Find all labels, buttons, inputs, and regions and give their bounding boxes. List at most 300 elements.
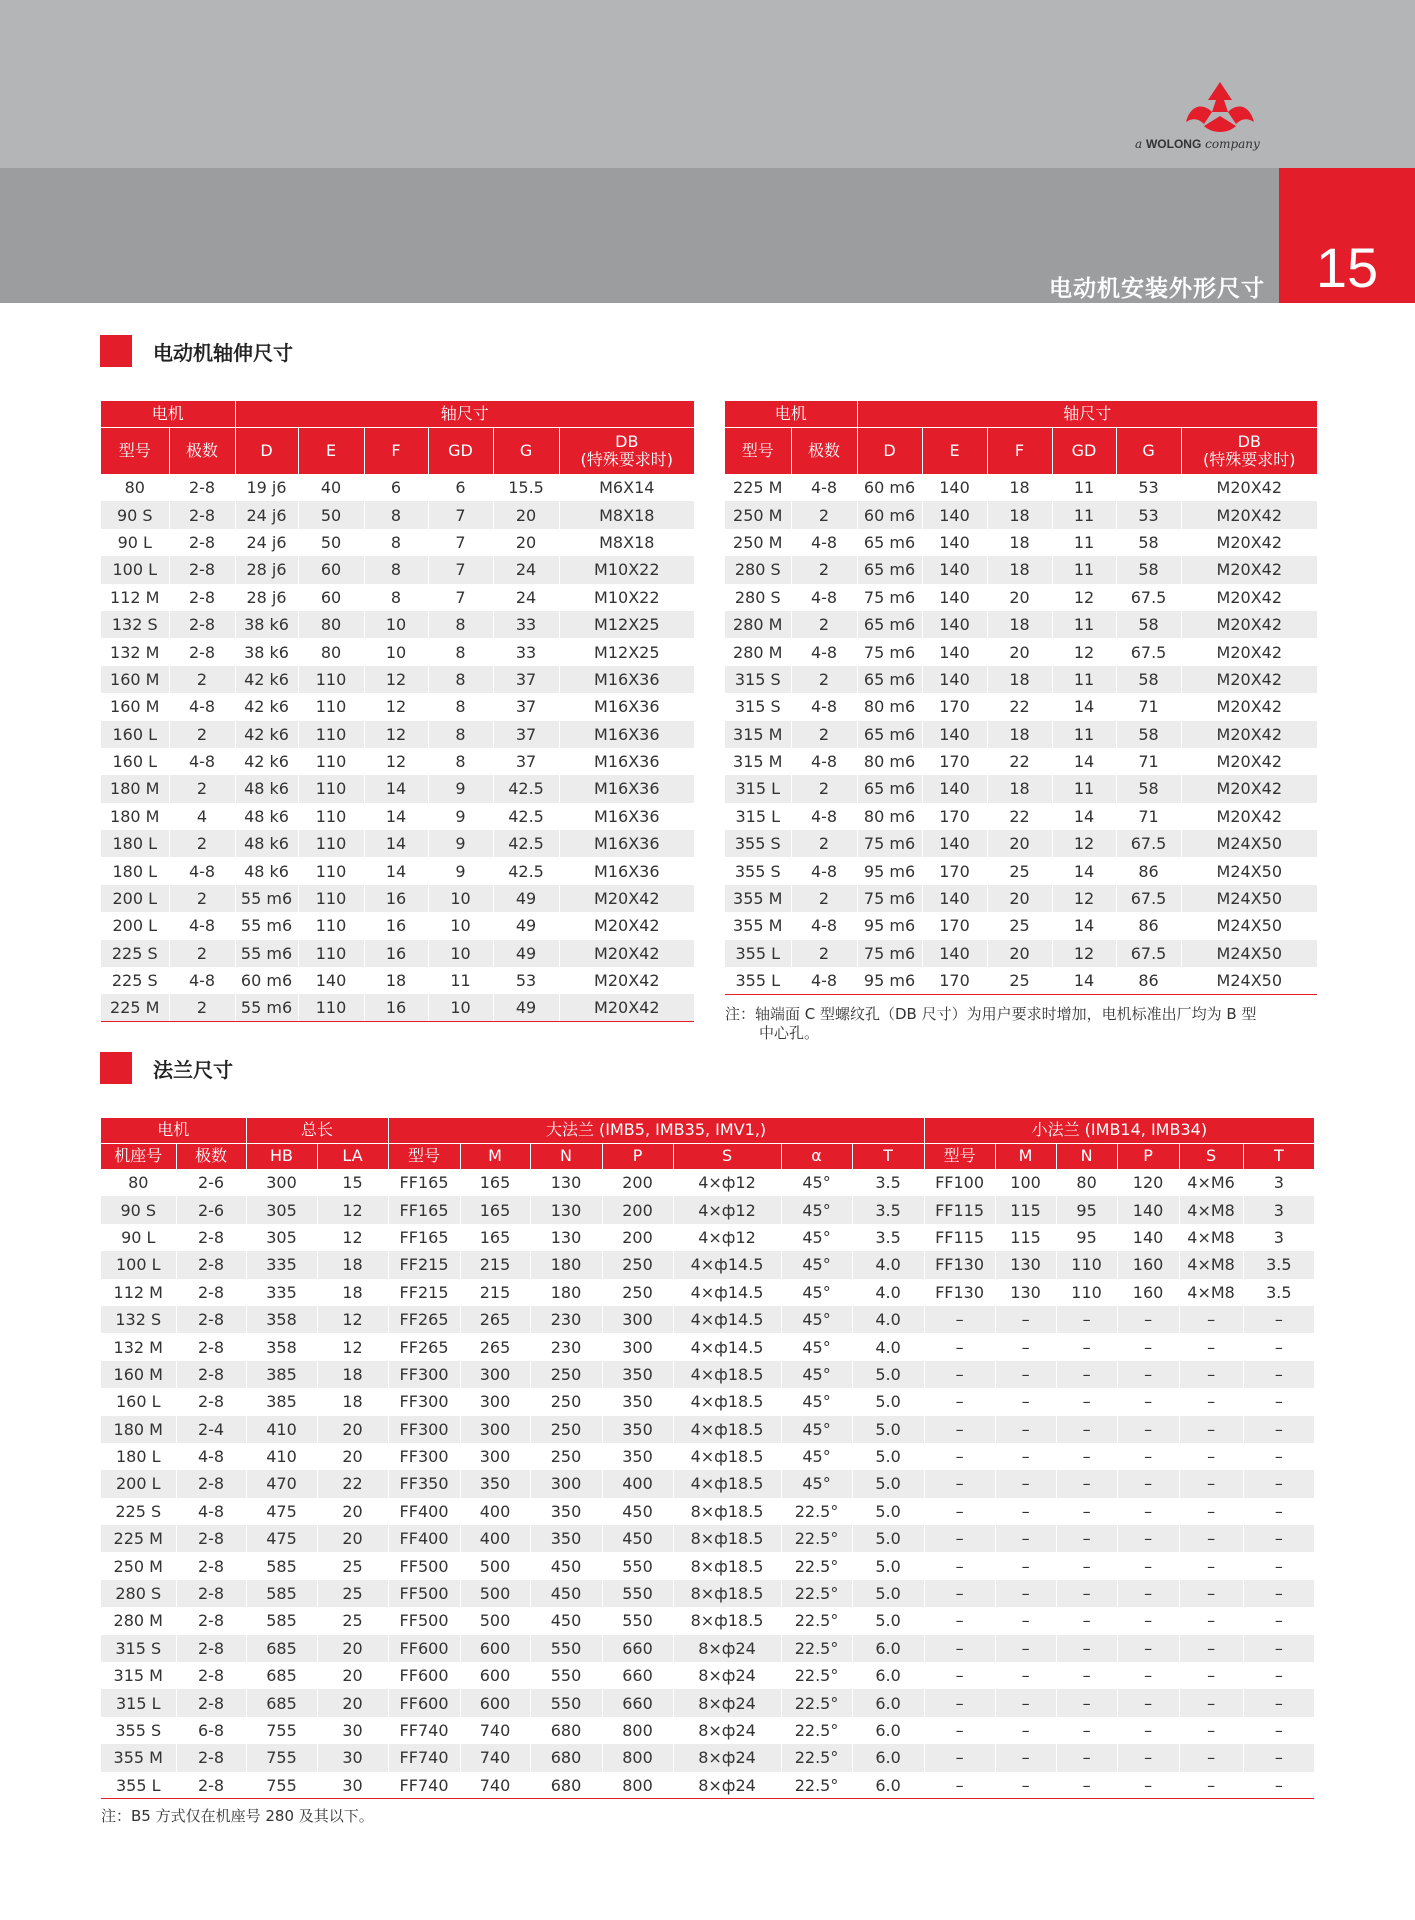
table-cell: 2 — [169, 830, 235, 857]
column-header: S — [673, 1143, 781, 1169]
table-cell: 225 M — [101, 994, 169, 1021]
table-cell: FF740 — [388, 1772, 460, 1799]
table-cell: 160 M — [110, 697, 160, 717]
table-row — [101, 1470, 1314, 1497]
table-cell: – — [924, 1607, 995, 1634]
table-cell: 14 — [1052, 857, 1116, 884]
table-cell: 355 L — [725, 940, 791, 967]
table-cell: 600 — [460, 1689, 530, 1716]
table-cell: 250 — [530, 1388, 602, 1415]
table-cell: 2-6 — [176, 1169, 246, 1196]
table-cell: 315 S — [725, 666, 791, 693]
table-cell: 20 — [317, 1525, 388, 1552]
column-header: 极数 — [169, 427, 235, 474]
table-cell: 18 — [987, 556, 1052, 583]
table-cell: M16X36 — [559, 693, 694, 720]
table-cell: 5.0 — [852, 1361, 924, 1388]
table-cell: 20 — [317, 1635, 388, 1662]
table-cell: 14 — [1052, 748, 1116, 775]
table-cell: 20 — [493, 501, 559, 528]
table-cell: – — [995, 1333, 1056, 1360]
table-cell: 2-8 — [169, 556, 235, 583]
table-cell: 300 — [460, 1443, 530, 1470]
shaft-table-left — [101, 401, 694, 1022]
table-cell: 67.5 — [1116, 584, 1181, 611]
table-cell: 7 — [428, 501, 493, 528]
table-cell: 8×ф18.5 — [673, 1607, 781, 1634]
table-cell: 170 — [922, 693, 987, 720]
shaft-section-heading — [100, 335, 293, 367]
table-cell: 71 — [1116, 803, 1181, 830]
table-cell: – — [1179, 1470, 1243, 1497]
table-cell: 9 — [428, 830, 493, 857]
table-cell: 4×ф18.5 — [673, 1361, 781, 1388]
table-cell: 2-8 — [169, 474, 235, 501]
table-cell: 4×M8 — [1179, 1251, 1243, 1278]
table-cell: 38 k6 — [235, 611, 298, 638]
table-cell: 110 — [298, 693, 364, 720]
table-cell: 600 — [460, 1635, 530, 1662]
table-cell: – — [1056, 1744, 1117, 1771]
table-cell: 48 k6 — [235, 830, 298, 857]
table-cell: 685 — [246, 1689, 317, 1716]
table-row — [101, 584, 694, 611]
table-cell: 165 — [460, 1196, 530, 1223]
table-cell: 2-8 — [176, 1306, 246, 1333]
table-cell: FF400 — [388, 1525, 460, 1552]
table-row — [101, 1333, 1314, 1360]
table-cell: 355 M — [101, 1744, 176, 1771]
table-cell: – — [924, 1498, 995, 1525]
table-cell: – — [1243, 1772, 1314, 1799]
table-cell: – — [1056, 1635, 1117, 1662]
table-cell: 2-8 — [169, 501, 235, 528]
table-cell: – — [1243, 1443, 1314, 1470]
table-cell: M8X18 — [559, 529, 694, 556]
table-cell: 65 m6 — [857, 556, 922, 583]
table-cell: 160 L — [101, 721, 169, 748]
table-cell: FF600 — [388, 1689, 460, 1716]
table-cell: M12X25 — [559, 611, 694, 638]
table-cell: 4.0 — [852, 1251, 924, 1278]
table-cell: 358 — [246, 1333, 317, 1360]
table-cell: 18 — [317, 1279, 388, 1306]
table-cell: 8×ф24 — [673, 1689, 781, 1716]
column-header: D — [857, 427, 922, 474]
table-cell: 14 — [1052, 967, 1116, 994]
table-row — [101, 1580, 1314, 1607]
table-cell: 22 — [317, 1470, 388, 1497]
table-cell: 110 — [1056, 1279, 1117, 1306]
table-cell: – — [1117, 1552, 1179, 1579]
table-cell: – — [1243, 1717, 1314, 1744]
table-cell: 355 M — [733, 916, 783, 936]
table-row — [725, 912, 1317, 939]
table-cell: – — [1179, 1443, 1243, 1470]
table-cell: 140 — [922, 556, 987, 583]
table-cell: 33 — [493, 638, 559, 665]
table-cell: 2-8 — [169, 584, 235, 611]
table-cell: – — [1243, 1470, 1314, 1497]
table-cell: 140 — [1117, 1196, 1179, 1223]
table-cell: 132 M — [110, 642, 160, 662]
table-cell: 20 — [987, 584, 1052, 611]
table-cell: – — [924, 1744, 995, 1771]
column-header: E — [298, 427, 364, 474]
table-cell: 42.5 — [493, 775, 559, 802]
table-cell: 80 — [298, 638, 364, 665]
table-cell: 18 — [987, 529, 1052, 556]
brand-suffix: company — [1205, 137, 1260, 151]
column-header: HB — [246, 1143, 317, 1169]
table-cell: 130 — [530, 1224, 602, 1251]
table-cell: 112 M — [113, 1282, 163, 1302]
table-cell: – — [1179, 1552, 1243, 1579]
table-cell: – — [1243, 1388, 1314, 1415]
table-cell: 180 — [530, 1251, 602, 1278]
table-cell: 14 — [364, 830, 428, 857]
table-cell: 110 — [298, 912, 364, 939]
table-cell: M16X36 — [559, 666, 694, 693]
table-cell: – — [924, 1717, 995, 1744]
table-row — [101, 1498, 1314, 1525]
table-cell: 8×ф18.5 — [673, 1525, 781, 1552]
table-cell: 8 — [364, 584, 428, 611]
table-cell: M24X50 — [1181, 857, 1317, 884]
table-cell: 4×ф14.5 — [673, 1306, 781, 1333]
table-cell: 20 — [317, 1689, 388, 1716]
table-cell: M20X42 — [1181, 693, 1317, 720]
section-marker — [100, 1052, 132, 1084]
table-cell: 10 — [428, 912, 493, 939]
table-cell: 22.5° — [781, 1607, 852, 1634]
table-cell: 53 — [1116, 501, 1181, 528]
table-cell: 140 — [922, 611, 987, 638]
column-header: GD — [428, 427, 493, 474]
table-cell: FF300 — [388, 1416, 460, 1443]
table-cell: 755 — [246, 1717, 317, 1744]
table-cell: 305 — [246, 1224, 317, 1251]
table-cell: 3 — [1243, 1169, 1314, 1196]
table-cell: 8×ф24 — [673, 1744, 781, 1771]
table-cell: 450 — [530, 1607, 602, 1634]
table-row — [101, 1279, 1314, 1306]
table-cell: – — [924, 1772, 995, 1799]
shaft-note: 注：轴端面 C 型螺纹孔（DB 尺寸）为用户要求时增加，电机标准出厂均为 B 型 中心孔。 — [725, 1005, 1257, 1042]
table-cell: M20X42 — [1181, 803, 1317, 830]
table-cell: 180 M — [110, 806, 160, 826]
table-cell: – — [1056, 1552, 1117, 1579]
table-cell: M12X25 — [559, 638, 694, 665]
table-cell: – — [1179, 1744, 1243, 1771]
table-cell: FF350 — [388, 1470, 460, 1497]
table-cell: 550 — [602, 1580, 673, 1607]
table-row — [101, 611, 694, 638]
table-cell: 140 — [922, 721, 987, 748]
table-cell: 58 — [1116, 721, 1181, 748]
table-cell: 22.5° — [781, 1772, 852, 1799]
table-cell: 350 — [602, 1416, 673, 1443]
table-cell: FF500 — [388, 1607, 460, 1634]
table-row — [101, 1552, 1314, 1579]
table-cell: 740 — [460, 1744, 530, 1771]
table-cell: – — [1179, 1361, 1243, 1388]
table-cell: 230 — [530, 1333, 602, 1360]
table-cell: 755 — [246, 1772, 317, 1799]
table-cell: 165 — [460, 1169, 530, 1196]
table-cell: 80 m6 — [857, 803, 922, 830]
table-cell: 4-8 — [791, 912, 857, 939]
table-cell: 2 — [791, 666, 857, 693]
table-cell: 500 — [460, 1552, 530, 1579]
table-cell: FF215 — [388, 1251, 460, 1278]
table-cell: – — [1243, 1689, 1314, 1716]
table-cell: 12 — [364, 666, 428, 693]
table-cell: 800 — [602, 1717, 673, 1744]
table-cell: 30 — [317, 1744, 388, 1771]
table-cell: 18 — [987, 721, 1052, 748]
table-cell: 5.0 — [852, 1443, 924, 1470]
table-cell: 225 S — [115, 1501, 162, 1521]
table-cell: 12 — [364, 748, 428, 775]
table-cell: 2-8 — [176, 1552, 246, 1579]
table-cell: 3 — [1243, 1224, 1314, 1251]
table-cell: 225 M — [733, 478, 783, 498]
table-cell: 12 — [1052, 584, 1116, 611]
table-row — [101, 748, 694, 775]
table-row — [101, 994, 694, 1021]
table-row — [101, 1525, 1314, 1552]
table-cell: M24X50 — [1181, 830, 1317, 857]
table-cell: 45° — [781, 1333, 852, 1360]
table-cell: – — [1117, 1443, 1179, 1470]
table-row — [101, 666, 694, 693]
table-cell: 110 — [298, 803, 364, 830]
table-cell: 110 — [298, 830, 364, 857]
table-cell: – — [1179, 1498, 1243, 1525]
table-cell: 585 — [246, 1552, 317, 1579]
table-cell: – — [1243, 1635, 1314, 1662]
table-cell: 95 m6 — [857, 967, 922, 994]
brand-prefix: a — [1135, 137, 1143, 151]
table-cell: 18 — [987, 666, 1052, 693]
table-cell: 2-6 — [176, 1196, 246, 1223]
table-cell: 160 M — [101, 1361, 176, 1388]
table-cell: – — [924, 1525, 995, 1552]
table-cell: 12 — [364, 721, 428, 748]
table-cell: FF100 — [924, 1169, 995, 1196]
table-cell: 2-8 — [176, 1279, 246, 1306]
table-row — [725, 693, 1317, 720]
table-cell: 86 — [1116, 857, 1181, 884]
table-cell: 250 — [530, 1416, 602, 1443]
group-big-flange: 大法兰 (IMB5, IMB35, IMV1,) — [388, 1118, 924, 1143]
table-cell: 28 j6 — [235, 556, 298, 583]
table-cell: 660 — [602, 1662, 673, 1689]
column-header: D — [235, 427, 298, 474]
table-cell: 25 — [317, 1552, 388, 1579]
table-cell: 2 — [791, 775, 857, 802]
table-cell: 65 m6 — [857, 611, 922, 638]
table-cell: 500 — [460, 1580, 530, 1607]
brand-tagline — [1135, 137, 1295, 151]
table-cell: 100 L — [101, 556, 169, 583]
table-cell: 8 — [364, 529, 428, 556]
table-cell: 42.5 — [493, 803, 559, 830]
table-cell: 8 — [364, 501, 428, 528]
table-cell: 100 — [995, 1169, 1056, 1196]
table-cell: – — [1117, 1635, 1179, 1662]
table-cell: 60 m6 — [857, 474, 922, 501]
table-cell: 22.5° — [781, 1552, 852, 1579]
table-cell: 2 — [169, 994, 235, 1021]
table-cell: 40 — [298, 474, 364, 501]
table-cell: 4-8 — [176, 1498, 246, 1525]
table-cell: 300 — [246, 1169, 317, 1196]
table-cell: 170 — [922, 748, 987, 775]
table-cell: 6.0 — [852, 1635, 924, 1662]
table-cell: 9 — [428, 803, 493, 830]
table-cell: 4×ф12 — [673, 1224, 781, 1251]
table-cell: 280 M — [113, 1611, 163, 1631]
table-cell: 10 — [428, 885, 493, 912]
table-cell: 4-8 — [791, 967, 857, 994]
shaft-table-right — [725, 401, 1317, 995]
table-cell: – — [1117, 1689, 1179, 1716]
table-cell: 18 — [317, 1251, 388, 1278]
table-row — [101, 1196, 1314, 1223]
table-cell: – — [1056, 1498, 1117, 1525]
table-cell: 130 — [530, 1169, 602, 1196]
table-row — [101, 1361, 1314, 1388]
table-cell: 110 — [298, 775, 364, 802]
table-cell: 24 — [493, 556, 559, 583]
table-cell: 45° — [781, 1443, 852, 1470]
table-cell: – — [1243, 1306, 1314, 1333]
table-cell: 132 S — [101, 611, 169, 638]
table-cell: 170 — [922, 857, 987, 884]
table-cell: – — [1243, 1361, 1314, 1388]
table-cell: M20X42 — [559, 994, 694, 1021]
table-cell: 2-8 — [176, 1772, 246, 1799]
table-cell: 450 — [530, 1580, 602, 1607]
table-cell: – — [1243, 1416, 1314, 1443]
table-cell: FF215 — [388, 1279, 460, 1306]
table-cell: 250 M — [113, 1556, 163, 1576]
table-cell: – — [1056, 1306, 1117, 1333]
table-cell: – — [995, 1607, 1056, 1634]
table-cell: – — [1179, 1607, 1243, 1634]
table-cell: M10X22 — [559, 584, 694, 611]
table-cell: 37 — [493, 748, 559, 775]
table-cell: 180 M — [101, 1416, 176, 1443]
table-cell: M8X18 — [559, 501, 694, 528]
table-cell: – — [995, 1580, 1056, 1607]
table-cell: – — [1117, 1361, 1179, 1388]
table-cell: – — [924, 1470, 995, 1497]
column-header: G — [1116, 427, 1181, 474]
table-cell: 55 m6 — [235, 912, 298, 939]
table-cell: – — [924, 1580, 995, 1607]
table-cell: 4-8 — [176, 1443, 246, 1470]
table-cell: 90 L — [117, 532, 152, 552]
table-row — [101, 721, 694, 748]
table-cell: 65 m6 — [857, 775, 922, 802]
table-cell: 11 — [1052, 775, 1116, 802]
table-cell: – — [1179, 1772, 1243, 1799]
table-cell: 350 — [602, 1361, 673, 1388]
table-cell: M20X42 — [1181, 529, 1317, 556]
table-cell: 200 — [602, 1196, 673, 1223]
table-cell: – — [1243, 1744, 1314, 1771]
table-cell: 250 — [530, 1443, 602, 1470]
table-cell: 49 — [493, 912, 559, 939]
table-cell: 170 — [922, 912, 987, 939]
table-cell: 4.0 — [852, 1279, 924, 1306]
table-cell: 80 — [1056, 1169, 1117, 1196]
table-row — [101, 1416, 1314, 1443]
table-cell: 680 — [530, 1772, 602, 1799]
table-cell: – — [1117, 1470, 1179, 1497]
table-cell: 24 — [493, 584, 559, 611]
table-cell: 15 — [317, 1169, 388, 1196]
table-cell: FF130 — [924, 1251, 995, 1278]
table-cell: 14 — [364, 857, 428, 884]
table-cell: 112 M — [110, 587, 160, 607]
table-cell: 2 — [791, 940, 857, 967]
table-cell: 680 — [530, 1717, 602, 1744]
table-cell: 5.0 — [852, 1552, 924, 1579]
column-header: M — [995, 1143, 1056, 1169]
table-cell: 170 — [922, 803, 987, 830]
table-cell: 5.0 — [852, 1470, 924, 1497]
table-cell: 660 — [602, 1635, 673, 1662]
table-cell: 45° — [781, 1169, 852, 1196]
table-cell: M20X42 — [1181, 638, 1317, 665]
table-cell: 8 — [428, 748, 493, 775]
table-row — [101, 830, 694, 857]
table-cell: – — [995, 1443, 1056, 1470]
table-cell: – — [1117, 1416, 1179, 1443]
table-cell: 65 m6 — [857, 666, 922, 693]
table-cell: M20X42 — [1181, 501, 1317, 528]
flange-table — [101, 1118, 1314, 1799]
table-cell: – — [1243, 1333, 1314, 1360]
table-cell: 8 — [428, 721, 493, 748]
table-cell: 58 — [1116, 666, 1181, 693]
column-header: DB (特殊要求时) — [559, 427, 694, 474]
table-cell: 475 — [246, 1498, 317, 1525]
table-cell: – — [1056, 1470, 1117, 1497]
table-cell: 3.5 — [852, 1169, 924, 1196]
column-header: LA — [317, 1143, 388, 1169]
table-cell: 130 — [995, 1279, 1056, 1306]
table-cell: 22 — [987, 693, 1052, 720]
table-cell: 6.0 — [852, 1744, 924, 1771]
table-cell: 8×ф24 — [673, 1717, 781, 1744]
table-row — [725, 830, 1317, 857]
table-row — [101, 638, 694, 665]
table-cell: 60 m6 — [857, 501, 922, 528]
table-cell: 42.5 — [493, 857, 559, 884]
column-header: GD — [1052, 427, 1116, 474]
table-cell: 4-8 — [791, 857, 857, 884]
table-cell: 25 — [987, 857, 1052, 884]
table-cell: 71 — [1116, 693, 1181, 720]
table-cell: 110 — [298, 940, 364, 967]
table-cell: – — [1179, 1306, 1243, 1333]
table-cell: 180 L — [101, 830, 169, 857]
